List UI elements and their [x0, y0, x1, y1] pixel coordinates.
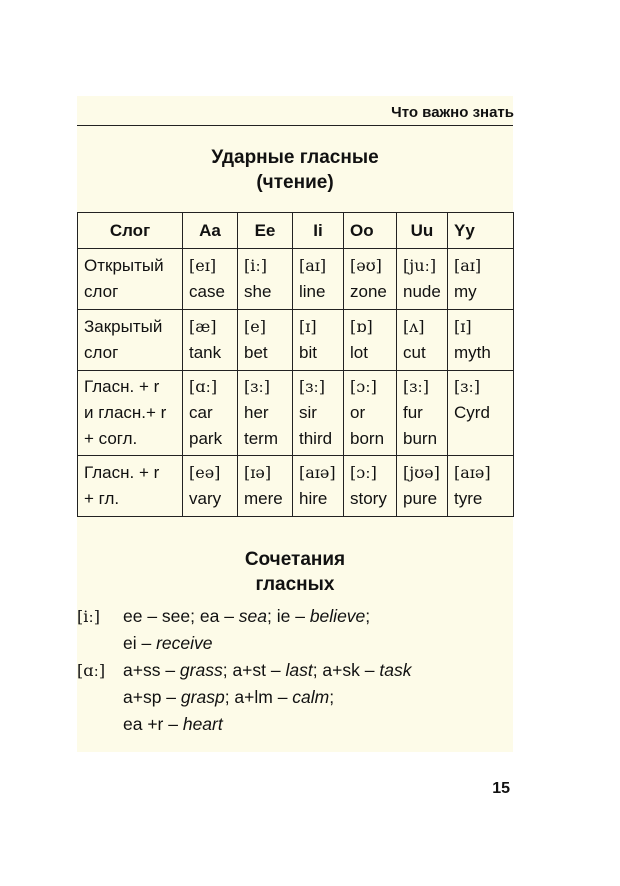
vowel-cell — [293, 249, 344, 310]
example-word-italic: grasp — [180, 687, 225, 707]
combination-line — [77, 711, 513, 738]
row-label-line: + гл. — [84, 489, 120, 508]
combination-text — [123, 711, 223, 738]
example-word: nude — [403, 282, 441, 301]
row-label — [78, 249, 183, 310]
combinations-title-line1: Сочетания — [244, 549, 346, 570]
ipa-transcription: [aɪ] — [454, 256, 482, 275]
example-word-italic: believe — [309, 606, 366, 626]
example-word-italic: sea — [238, 606, 268, 626]
example-word: car — [189, 403, 213, 422]
ipa-transcription: [e] — [244, 317, 266, 336]
ipa-transcription: [aɪ] — [299, 256, 327, 275]
spelling-rule: ee – see; ea – — [123, 606, 239, 626]
combinations-title — [77, 547, 513, 597]
spelling-rule: ; — [329, 687, 335, 707]
example-word: line — [299, 282, 326, 301]
example-word: mere — [244, 489, 283, 508]
example-word-italic: last — [285, 660, 313, 680]
example-word: Cyrd — [454, 403, 490, 422]
example-word-italic: calm — [292, 687, 330, 707]
vowel-cell — [344, 249, 397, 310]
combination-line — [77, 684, 513, 711]
column-header: Ee — [238, 213, 293, 249]
table-row — [78, 249, 514, 310]
example-word: park — [189, 429, 223, 448]
table-row — [78, 310, 514, 371]
ipa-transcription: [ɑː] — [189, 377, 218, 396]
ipa-transcription: [ɜː] — [244, 377, 271, 396]
ipa-transcription: [æ] — [189, 317, 217, 336]
column-header: Yy — [448, 213, 514, 249]
row-label-line: и гласн.+ r — [84, 403, 167, 422]
ipa-transcription: [ʌ] — [403, 317, 425, 336]
spelling-rule: ; ie – — [267, 606, 310, 626]
combination-text — [123, 684, 334, 711]
table-title-line2: (чтение) — [256, 172, 334, 193]
example-word-italic: receive — [156, 633, 213, 653]
ipa-transcription: [ɪ] — [299, 317, 317, 336]
ipa-transcription: [aɪə] — [299, 463, 336, 482]
combination-line — [77, 657, 513, 684]
table-title — [77, 145, 513, 195]
ipa-transcription: [ɔː] — [350, 377, 377, 396]
column-header: Слог — [78, 213, 183, 249]
row-label — [78, 310, 183, 371]
combination-line — [77, 603, 513, 630]
row-label-line: Открытый — [84, 256, 164, 275]
example-word: tank — [189, 343, 222, 362]
combination-ipa: [iː] — [77, 607, 100, 626]
example-word: case — [189, 282, 225, 301]
row-label-line: Гласн. + r — [84, 463, 160, 482]
column-header: Oo — [344, 213, 397, 249]
vowel-cell — [397, 456, 448, 517]
vowel-cell — [448, 371, 514, 456]
vowel-cell — [397, 310, 448, 371]
example-word — [454, 426, 513, 452]
example-word: term — [244, 429, 278, 448]
table-header-row — [78, 213, 514, 249]
running-header: Что важно знать — [391, 104, 514, 121]
ipa-transcription: [eɪ] — [189, 256, 217, 275]
ipa-transcription: [ɪ] — [454, 317, 472, 336]
example-word: sir — [299, 403, 317, 422]
spelling-rule: ei – — [123, 633, 157, 653]
vowel-cell — [238, 310, 293, 371]
vowel-cell — [238, 456, 293, 517]
example-word: story — [350, 489, 387, 508]
row-label-line: слог — [84, 282, 119, 301]
combinations-title-line2: гласных — [255, 574, 335, 595]
vowel-cell — [448, 456, 514, 517]
ipa-transcription: [əʊ] — [350, 256, 382, 275]
example-word: hire — [299, 489, 328, 508]
vowel-cell — [344, 371, 397, 456]
ipa-transcription: [ɜː] — [299, 377, 326, 396]
ipa-transcription: [iː] — [244, 256, 267, 275]
vowel-cell — [238, 249, 293, 310]
example-word: burn — [403, 429, 438, 448]
example-word: born — [350, 429, 385, 448]
combination-line — [77, 630, 513, 657]
example-word: my — [454, 282, 477, 301]
table-row — [78, 456, 514, 517]
vowel-cell — [183, 371, 238, 456]
spelling-rule: ; — [365, 606, 371, 626]
vowel-cell — [293, 310, 344, 371]
example-word: bet — [244, 343, 268, 362]
example-word: pure — [403, 489, 438, 508]
example-word: bit — [299, 343, 317, 362]
ipa-transcription: [eə] — [189, 463, 221, 482]
example-word: vary — [189, 489, 222, 508]
example-word: cut — [403, 343, 426, 362]
vowel-cell — [183, 456, 238, 517]
row-label-line: Гласн. + r — [84, 377, 160, 396]
row-label — [78, 371, 183, 456]
vowel-cell — [238, 371, 293, 456]
ipa-transcription: [ɒ] — [350, 317, 373, 336]
example-word: lot — [350, 343, 368, 362]
spelling-rule: ea +r – — [123, 714, 183, 734]
row-label — [78, 456, 183, 517]
combination-text — [123, 603, 370, 630]
column-header: Uu — [397, 213, 448, 249]
vowel-cell — [183, 249, 238, 310]
page-number: 15 — [492, 780, 510, 797]
row-label-line: Закрытый — [84, 317, 163, 336]
ipa-transcription: [ɜː] — [403, 377, 430, 396]
example-word: or — [350, 403, 366, 422]
row-label-line: слог — [84, 343, 119, 362]
row-label-line: + согл. — [84, 429, 138, 448]
example-word: fur — [403, 403, 423, 422]
vowel-cell — [293, 456, 344, 517]
ipa-transcription: [jʊə] — [403, 463, 440, 482]
column-header: Ii — [293, 213, 344, 249]
stressed-vowels-table — [77, 212, 514, 517]
spelling-rule: ; a+st – — [222, 660, 286, 680]
example-word: her — [244, 403, 269, 422]
example-word: zone — [350, 282, 387, 301]
vowel-cell — [344, 310, 397, 371]
vowel-cell — [293, 371, 344, 456]
spelling-rule: a+ss – — [123, 660, 180, 680]
ipa-transcription: [aɪə] — [454, 463, 491, 482]
combination-text — [123, 630, 213, 657]
vowel-cell — [448, 310, 514, 371]
vowel-cell — [344, 456, 397, 517]
combinations-list — [77, 603, 513, 738]
example-word-italic: grass — [179, 660, 223, 680]
header-rule — [77, 125, 513, 126]
combination-ipa: [ɑː] — [77, 661, 106, 680]
table-row — [78, 371, 514, 456]
spelling-rule: ; a+lm – — [224, 687, 293, 707]
table-title-line1: Ударные гласные — [211, 147, 379, 168]
spelling-rule: ; a+sk – — [312, 660, 380, 680]
ipa-transcription: [ɜː] — [454, 377, 481, 396]
example-word: myth — [454, 343, 491, 362]
spelling-rule: a+sp – — [123, 687, 181, 707]
vowel-cell — [397, 249, 448, 310]
example-word: third — [299, 429, 333, 448]
vowel-cell — [397, 371, 448, 456]
ipa-transcription: [ɔː] — [350, 463, 377, 482]
combination-text — [123, 657, 411, 684]
column-header: Aa — [183, 213, 238, 249]
vowel-cell — [448, 249, 514, 310]
example-word-italic: task — [379, 660, 412, 680]
example-word-italic: heart — [182, 714, 223, 734]
ipa-transcription: [ɪə] — [244, 463, 272, 482]
vowel-cell — [183, 310, 238, 371]
ipa-transcription: [juː] — [403, 256, 437, 275]
example-word: tyre — [454, 489, 483, 508]
example-word: she — [244, 282, 272, 301]
